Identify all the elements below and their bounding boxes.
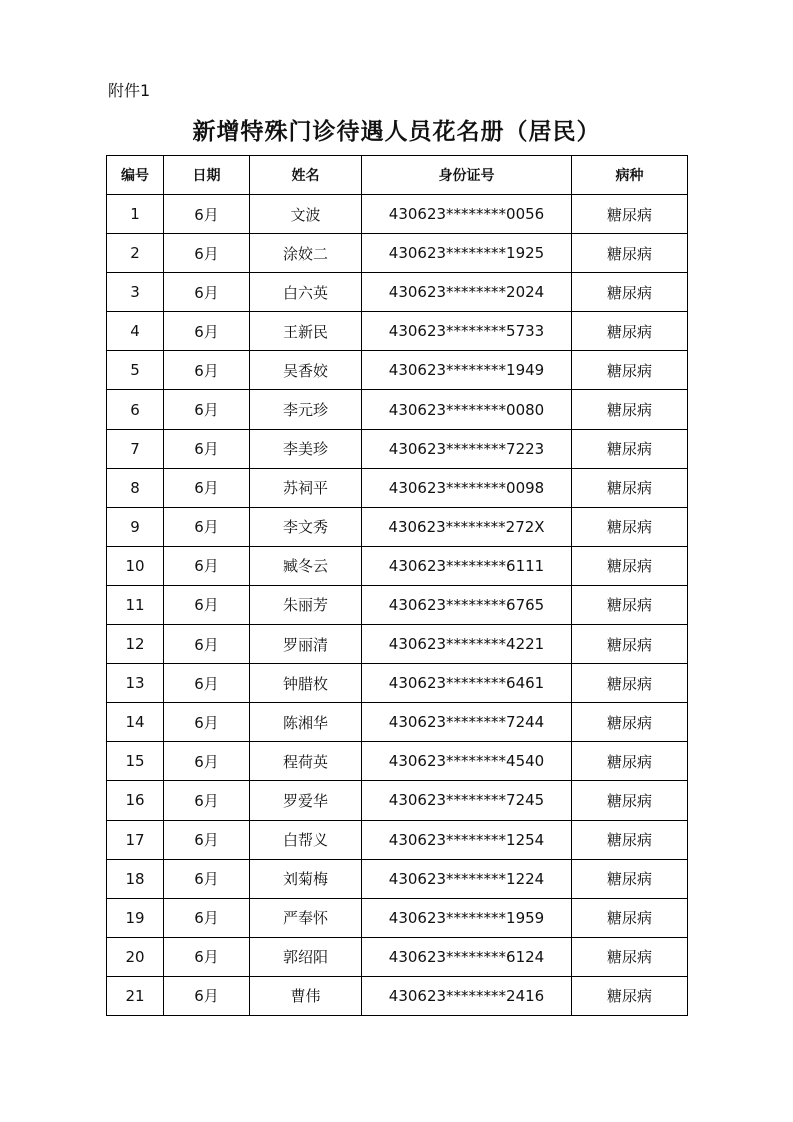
table-row [107, 898, 688, 937]
cell-date: 6月 [164, 820, 250, 859]
cell-disease: 糖尿病 [572, 234, 688, 273]
cell-id-number: 430623********4221 [362, 625, 572, 664]
cell-id-number: 430623********272X [362, 507, 572, 546]
cell-id-number: 430623********7245 [362, 781, 572, 820]
cell-name: 文波 [250, 195, 362, 234]
cell-date: 6月 [164, 507, 250, 546]
cell-id-number: 430623********1959 [362, 898, 572, 937]
table-row [107, 507, 688, 546]
cell-id-number: 430623********2416 [362, 976, 572, 1015]
cell-id-number: 430623********4540 [362, 742, 572, 781]
cell-name: 王新民 [250, 312, 362, 351]
cell-number: 4 [107, 312, 164, 351]
table-row [107, 664, 688, 703]
table-row [107, 820, 688, 859]
cell-disease: 糖尿病 [572, 507, 688, 546]
cell-name: 陈湘华 [250, 703, 362, 742]
cell-id-number: 430623********6461 [362, 664, 572, 703]
table-row [107, 195, 688, 234]
table-row [107, 703, 688, 742]
cell-disease: 糖尿病 [572, 859, 688, 898]
table-row [107, 351, 688, 390]
table-row [107, 273, 688, 312]
cell-number: 2 [107, 234, 164, 273]
cell-name: 郭绍阳 [250, 937, 362, 976]
table-row [107, 429, 688, 468]
header-name: 姓名 [250, 156, 362, 195]
table-row [107, 546, 688, 585]
cell-date: 6月 [164, 273, 250, 312]
cell-name: 吴香姣 [250, 351, 362, 390]
cell-date: 6月 [164, 546, 250, 585]
cell-number: 8 [107, 468, 164, 507]
cell-number: 12 [107, 625, 164, 664]
cell-name: 严奉怀 [250, 898, 362, 937]
cell-date: 6月 [164, 234, 250, 273]
cell-date: 6月 [164, 312, 250, 351]
cell-number: 10 [107, 546, 164, 585]
roster-table [106, 155, 688, 1016]
cell-date: 6月 [164, 468, 250, 507]
cell-disease: 糖尿病 [572, 312, 688, 351]
cell-number: 13 [107, 664, 164, 703]
cell-name: 曹伟 [250, 976, 362, 1015]
cell-disease: 糖尿病 [572, 664, 688, 703]
cell-disease: 糖尿病 [572, 976, 688, 1015]
table-row [107, 390, 688, 429]
cell-date: 6月 [164, 429, 250, 468]
table-row [107, 859, 688, 898]
cell-id-number: 430623********5733 [362, 312, 572, 351]
cell-date: 6月 [164, 195, 250, 234]
cell-disease: 糖尿病 [572, 195, 688, 234]
cell-disease: 糖尿病 [572, 546, 688, 585]
cell-id-number: 430623********7223 [362, 429, 572, 468]
cell-date: 6月 [164, 859, 250, 898]
cell-date: 6月 [164, 664, 250, 703]
cell-name: 臧冬云 [250, 546, 362, 585]
cell-id-number: 430623********0056 [362, 195, 572, 234]
table-row [107, 234, 688, 273]
table-row [107, 312, 688, 351]
table-row [107, 781, 688, 820]
table-header-row [107, 156, 688, 195]
cell-id-number: 430623********1254 [362, 820, 572, 859]
cell-disease: 糖尿病 [572, 625, 688, 664]
cell-id-number: 430623********1925 [362, 234, 572, 273]
cell-disease: 糖尿病 [572, 937, 688, 976]
cell-number: 19 [107, 898, 164, 937]
cell-date: 6月 [164, 390, 250, 429]
table-row [107, 742, 688, 781]
cell-number: 5 [107, 351, 164, 390]
cell-name: 程荷英 [250, 742, 362, 781]
header-id-number: 身份证号 [362, 156, 572, 195]
cell-date: 6月 [164, 742, 250, 781]
cell-id-number: 430623********6124 [362, 937, 572, 976]
table-row [107, 625, 688, 664]
cell-disease: 糖尿病 [572, 820, 688, 859]
cell-date: 6月 [164, 898, 250, 937]
cell-disease: 糖尿病 [572, 703, 688, 742]
cell-id-number: 430623********7244 [362, 703, 572, 742]
cell-disease: 糖尿病 [572, 781, 688, 820]
cell-date: 6月 [164, 937, 250, 976]
cell-disease: 糖尿病 [572, 585, 688, 624]
cell-number: 15 [107, 742, 164, 781]
cell-name: 白帮义 [250, 820, 362, 859]
header-disease: 病种 [572, 156, 688, 195]
cell-id-number: 430623********2024 [362, 273, 572, 312]
cell-number: 6 [107, 390, 164, 429]
cell-number: 7 [107, 429, 164, 468]
cell-id-number: 430623********1949 [362, 351, 572, 390]
cell-name: 涂姣二 [250, 234, 362, 273]
cell-disease: 糖尿病 [572, 273, 688, 312]
cell-name: 钟腊枚 [250, 664, 362, 703]
document-title: 新增特殊门诊待遇人员花名册（居民） [192, 118, 601, 145]
cell-name: 苏祠平 [250, 468, 362, 507]
cell-number: 17 [107, 820, 164, 859]
cell-number: 20 [107, 937, 164, 976]
cell-name: 李美珍 [250, 429, 362, 468]
cell-number: 14 [107, 703, 164, 742]
cell-number: 16 [107, 781, 164, 820]
cell-date: 6月 [164, 351, 250, 390]
header-number: 编号 [107, 156, 164, 195]
cell-name: 白六英 [250, 273, 362, 312]
cell-id-number: 430623********0098 [362, 468, 572, 507]
cell-disease: 糖尿病 [572, 742, 688, 781]
cell-name: 罗爱华 [250, 781, 362, 820]
table-row [107, 468, 688, 507]
cell-date: 6月 [164, 703, 250, 742]
cell-id-number: 430623********6765 [362, 585, 572, 624]
attachment-label: 附件1 [108, 81, 151, 100]
cell-date: 6月 [164, 585, 250, 624]
cell-date: 6月 [164, 976, 250, 1015]
table-row [107, 976, 688, 1015]
cell-number: 9 [107, 507, 164, 546]
cell-name: 罗丽清 [250, 625, 362, 664]
cell-disease: 糖尿病 [572, 898, 688, 937]
cell-number: 3 [107, 273, 164, 312]
cell-number: 11 [107, 585, 164, 624]
cell-disease: 糖尿病 [572, 390, 688, 429]
cell-name: 朱丽芳 [250, 585, 362, 624]
cell-id-number: 430623********0080 [362, 390, 572, 429]
cell-name: 李元珍 [250, 390, 362, 429]
cell-number: 1 [107, 195, 164, 234]
cell-date: 6月 [164, 781, 250, 820]
cell-number: 18 [107, 859, 164, 898]
cell-number: 21 [107, 976, 164, 1015]
cell-name: 刘菊梅 [250, 859, 362, 898]
cell-disease: 糖尿病 [572, 468, 688, 507]
table-row [107, 937, 688, 976]
cell-name: 李文秀 [250, 507, 362, 546]
cell-disease: 糖尿病 [572, 429, 688, 468]
cell-id-number: 430623********6111 [362, 546, 572, 585]
cell-date: 6月 [164, 625, 250, 664]
cell-id-number: 430623********1224 [362, 859, 572, 898]
cell-disease: 糖尿病 [572, 351, 688, 390]
table-row [107, 585, 688, 624]
header-date: 日期 [164, 156, 250, 195]
